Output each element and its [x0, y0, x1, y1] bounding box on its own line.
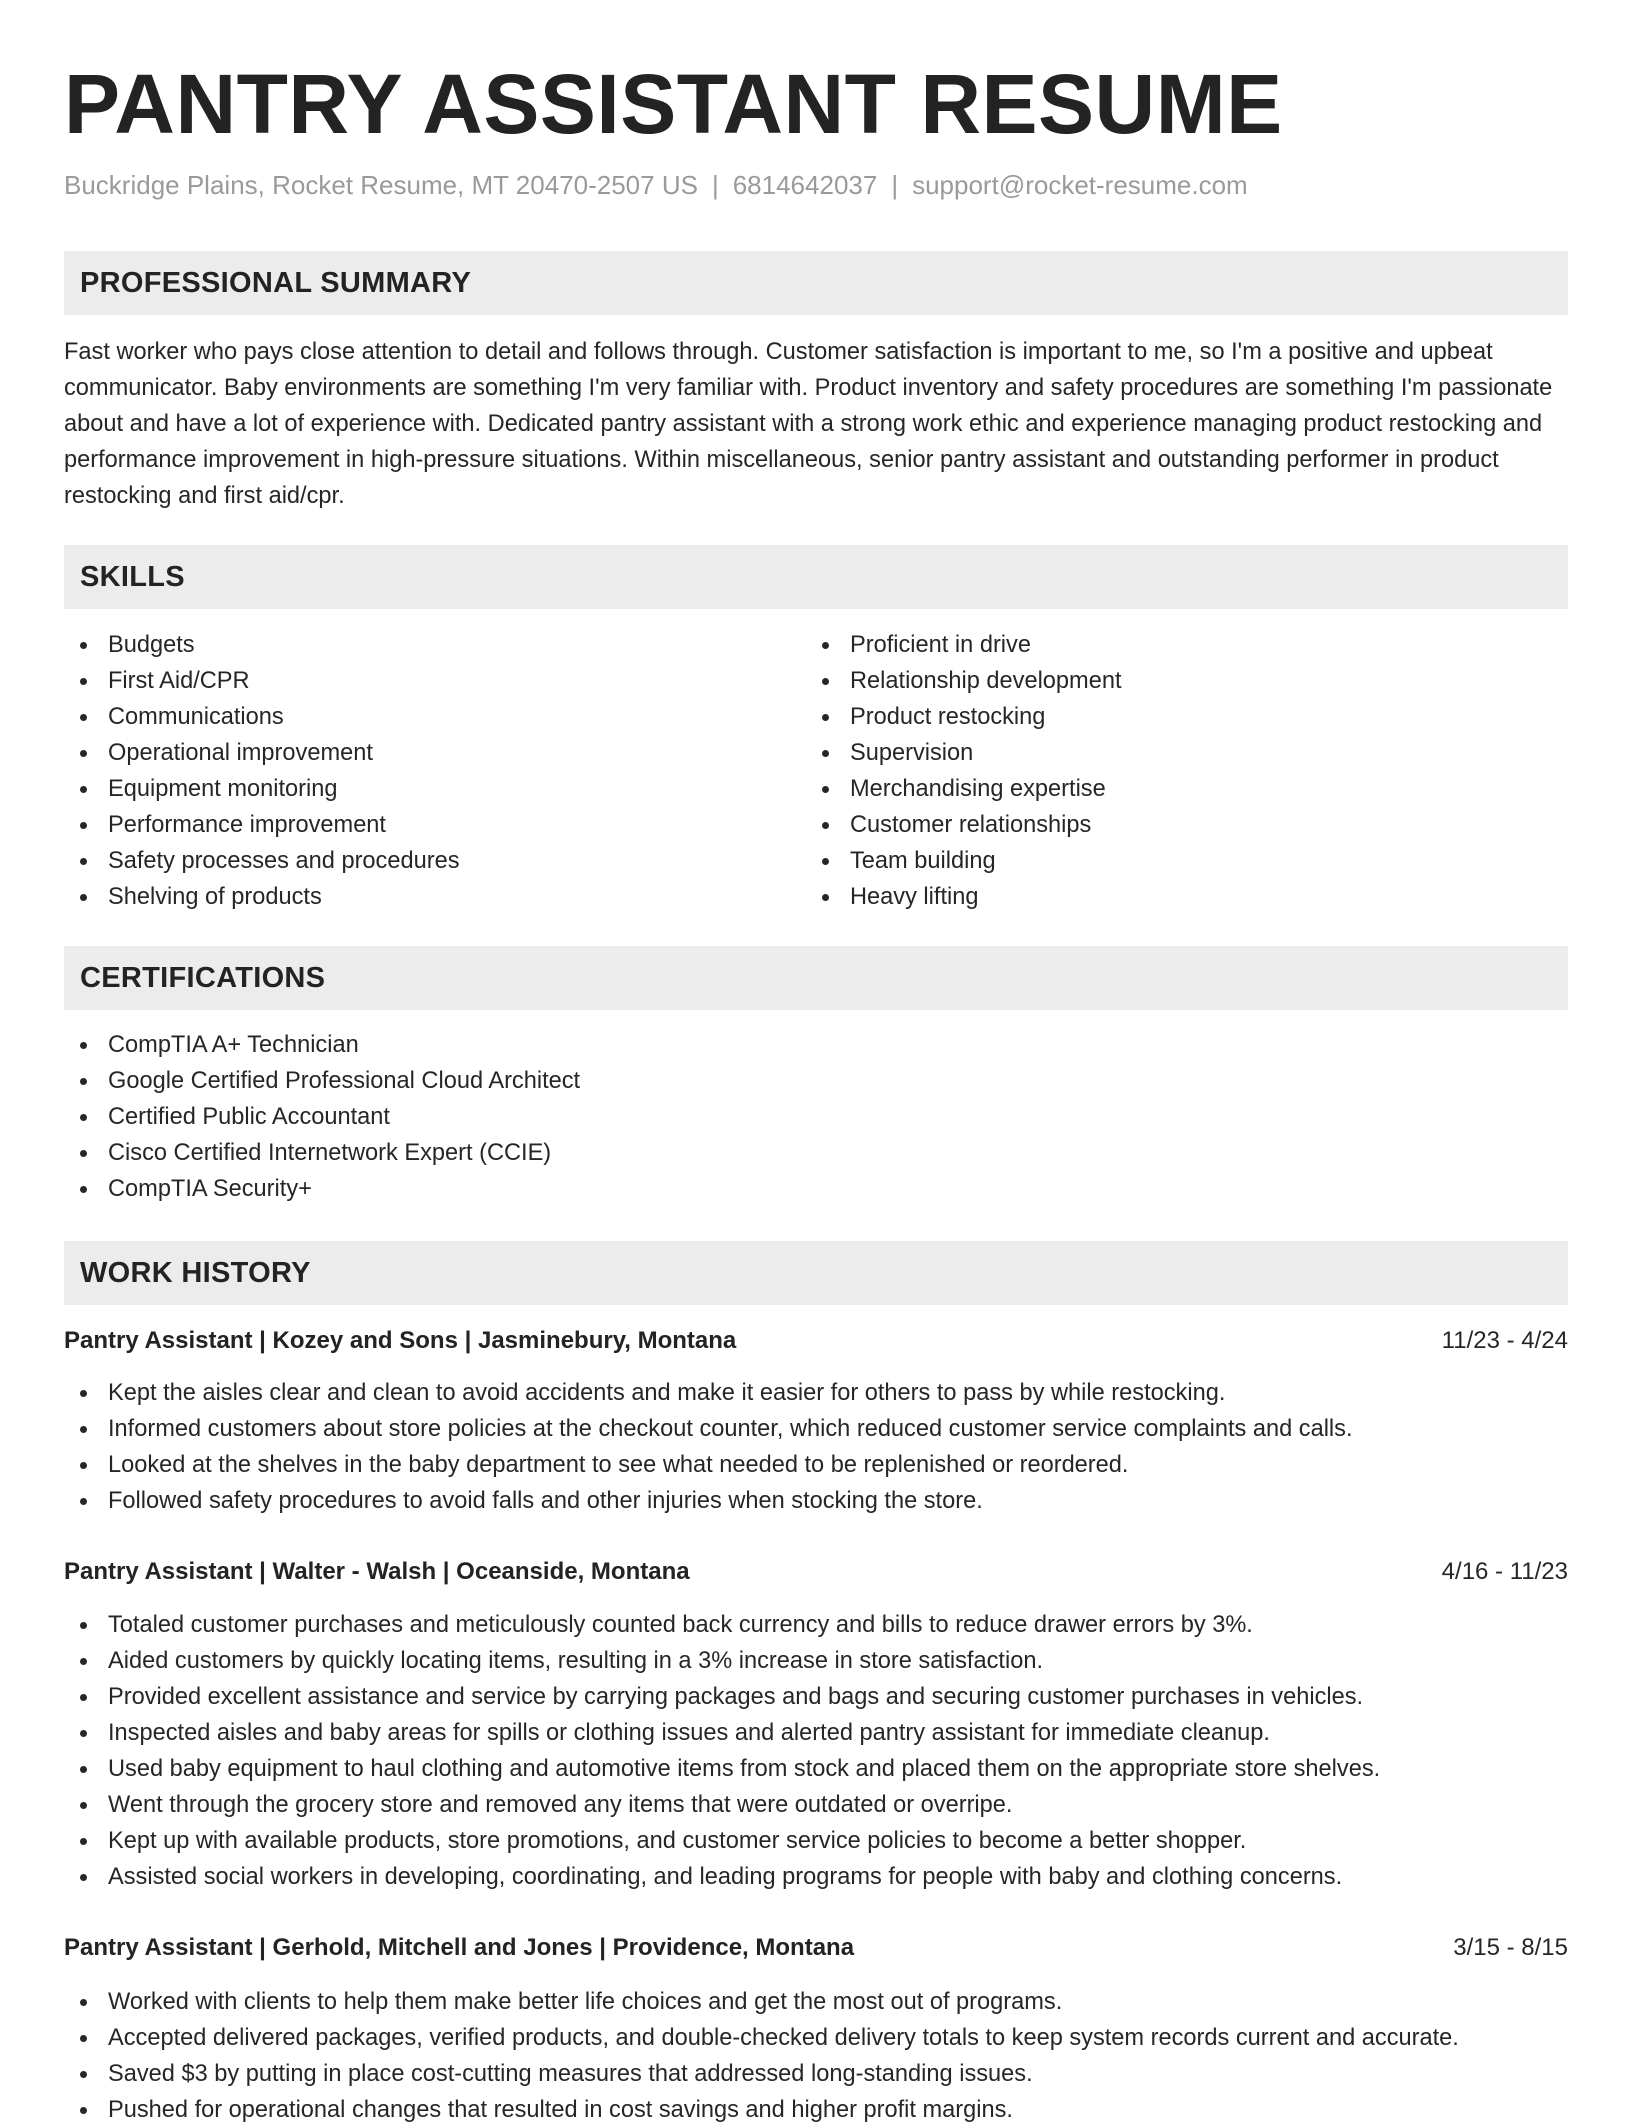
contact-phone: 6814642037 [732, 170, 878, 200]
contact-address: Buckridge Plains, Rocket Resume, MT 20470-2507 US [64, 170, 698, 200]
job-bullet: Assisted social workers in developing, coordinating, and leading programs for people with baby and clothing concerns. [64, 1859, 1380, 1895]
summary-heading: PROFESSIONAL SUMMARY [80, 267, 472, 299]
skill-item: Team building [806, 843, 1122, 879]
certification-item: CompTIA A+ Technician [64, 1027, 580, 1063]
job-dates: 11/23 - 4/24 [1441, 1327, 1568, 1354]
summary-text: Fast worker who pays close attention to detail and follows through. Customer satisfaction is important to me, so I'm a positive and upbeat communicator. Baby environments are something I'm very familiar with. Product inventory and safety procedures are something I'm passionate about and have a lot of experience with. Dedicated pantry assistant with a strong work ethic and experience managing product restocking and performance improvement in high-pressure situations. Within miscellaneous, senior pantry assistant and outstanding performer in product restocking and first aid/cpr. [64, 339, 1553, 509]
work-heading: WORK HISTORY [80, 1257, 311, 1289]
skill-item: Heavy lifting [806, 879, 1122, 915]
skill-item: Performance improvement [64, 807, 460, 843]
job-bullet: Kept up with available products, store promotions, and customer service policies to become a better shopper. [64, 1823, 1380, 1859]
job-bullet: Aided customers by quickly locating items, resulting in a 3% increase in store satisfaction. [64, 1643, 1380, 1679]
skill-item: First Aid/CPR [64, 663, 460, 699]
job-bullet: Looked at the shelves in the baby department to see what needed to be replenished or reordered. [64, 1447, 1353, 1483]
skills-list-right [806, 627, 1122, 915]
job-bullet: Followed safety procedures to avoid falls and other injuries when stocking the store. [64, 1483, 1353, 1519]
job-title: Pantry Assistant | Gerhold, Mitchell and Jones | Providence, Montana [64, 1934, 855, 1961]
certification-item: Certified Public Accountant [64, 1099, 580, 1135]
certifications-heading: CERTIFICATIONS [80, 962, 326, 994]
contact-separator: | [891, 170, 899, 200]
skills-section-header [64, 545, 1568, 609]
skill-item: Relationship development [806, 663, 1122, 699]
contact-line [64, 168, 1248, 202]
job-bullet: Pushed for operational changes that resulted in cost savings and higher profit margins. [64, 2092, 1459, 2128]
certifications-list [64, 1027, 580, 1207]
skill-item: Customer relationships [806, 807, 1122, 843]
job-header [64, 1554, 1568, 1590]
job-bullets [64, 1375, 1353, 1519]
job-bullets [64, 1984, 1459, 2128]
contact-email: support@rocket-resume.com [912, 170, 1248, 200]
contact-separator: | [711, 170, 719, 200]
skills-heading: SKILLS [80, 561, 185, 593]
job-bullet: Provided excellent assistance and service by carrying packages and bags and securing customer purchases in vehicles. [64, 1679, 1380, 1715]
job-bullets [64, 1607, 1380, 1895]
job-title: Pantry Assistant | Walter - Walsh | Oceanside, Montana [64, 1558, 690, 1585]
job-bullet: Inspected aisles and baby areas for spills or clothing issues and alerted pantry assistant for immediate cleanup. [64, 1715, 1380, 1751]
skill-item: Budgets [64, 627, 460, 663]
job-dates: 4/16 - 11/23 [1441, 1558, 1568, 1585]
skill-item: Shelving of products [64, 879, 460, 915]
resume-title: PANTRY ASSISTANT RESUME [64, 57, 1283, 151]
work-section-header [64, 1241, 1568, 1305]
job-header [64, 1323, 1568, 1359]
summary-section-header [64, 251, 1568, 315]
skill-item: Merchandising expertise [806, 771, 1122, 807]
skill-item: Operational improvement [64, 735, 460, 771]
job-bullet: Used baby equipment to haul clothing and automotive items from stock and placed them on the appropriate store shelves. [64, 1751, 1380, 1787]
certification-item: Cisco Certified Internetwork Expert (CCIE) [64, 1135, 580, 1171]
job-title: Pantry Assistant | Kozey and Sons | Jasminebury, Montana [64, 1327, 737, 1354]
job-dates: 3/15 - 8/15 [1453, 1934, 1568, 1961]
skill-item: Equipment monitoring [64, 771, 460, 807]
job-header [64, 1930, 1568, 1966]
skill-item: Safety processes and procedures [64, 843, 460, 879]
certifications-section-header [64, 946, 1568, 1010]
job-bullet: Informed customers about store policies at the checkout counter, which reduced customer service complaints and calls. [64, 1411, 1353, 1447]
skills-list-left [64, 627, 460, 915]
job-bullet: Saved $3 by putting in place cost-cutting measures that addressed long-standing issues. [64, 2056, 1459, 2092]
skill-item: Supervision [806, 735, 1122, 771]
job-bullet: Totaled customer purchases and meticulously counted back currency and bills to reduce drawer errors by 3%. [64, 1607, 1380, 1643]
job-bullet: Accepted delivered packages, verified products, and double-checked delivery totals to keep system records current and accurate. [64, 2020, 1459, 2056]
job-bullet: Kept the aisles clear and clean to avoid accidents and make it easier for others to pass by while restocking. [64, 1375, 1353, 1411]
job-bullet: Went through the grocery store and removed any items that were outdated or overripe. [64, 1787, 1380, 1823]
skill-item: Communications [64, 699, 460, 735]
certification-item: Google Certified Professional Cloud Architect [64, 1063, 580, 1099]
job-bullet: Worked with clients to help them make better life choices and get the most out of programs. [64, 1984, 1459, 2020]
skill-item: Proficient in drive [806, 627, 1122, 663]
certification-item: CompTIA Security+ [64, 1171, 580, 1207]
skill-item: Product restocking [806, 699, 1122, 735]
